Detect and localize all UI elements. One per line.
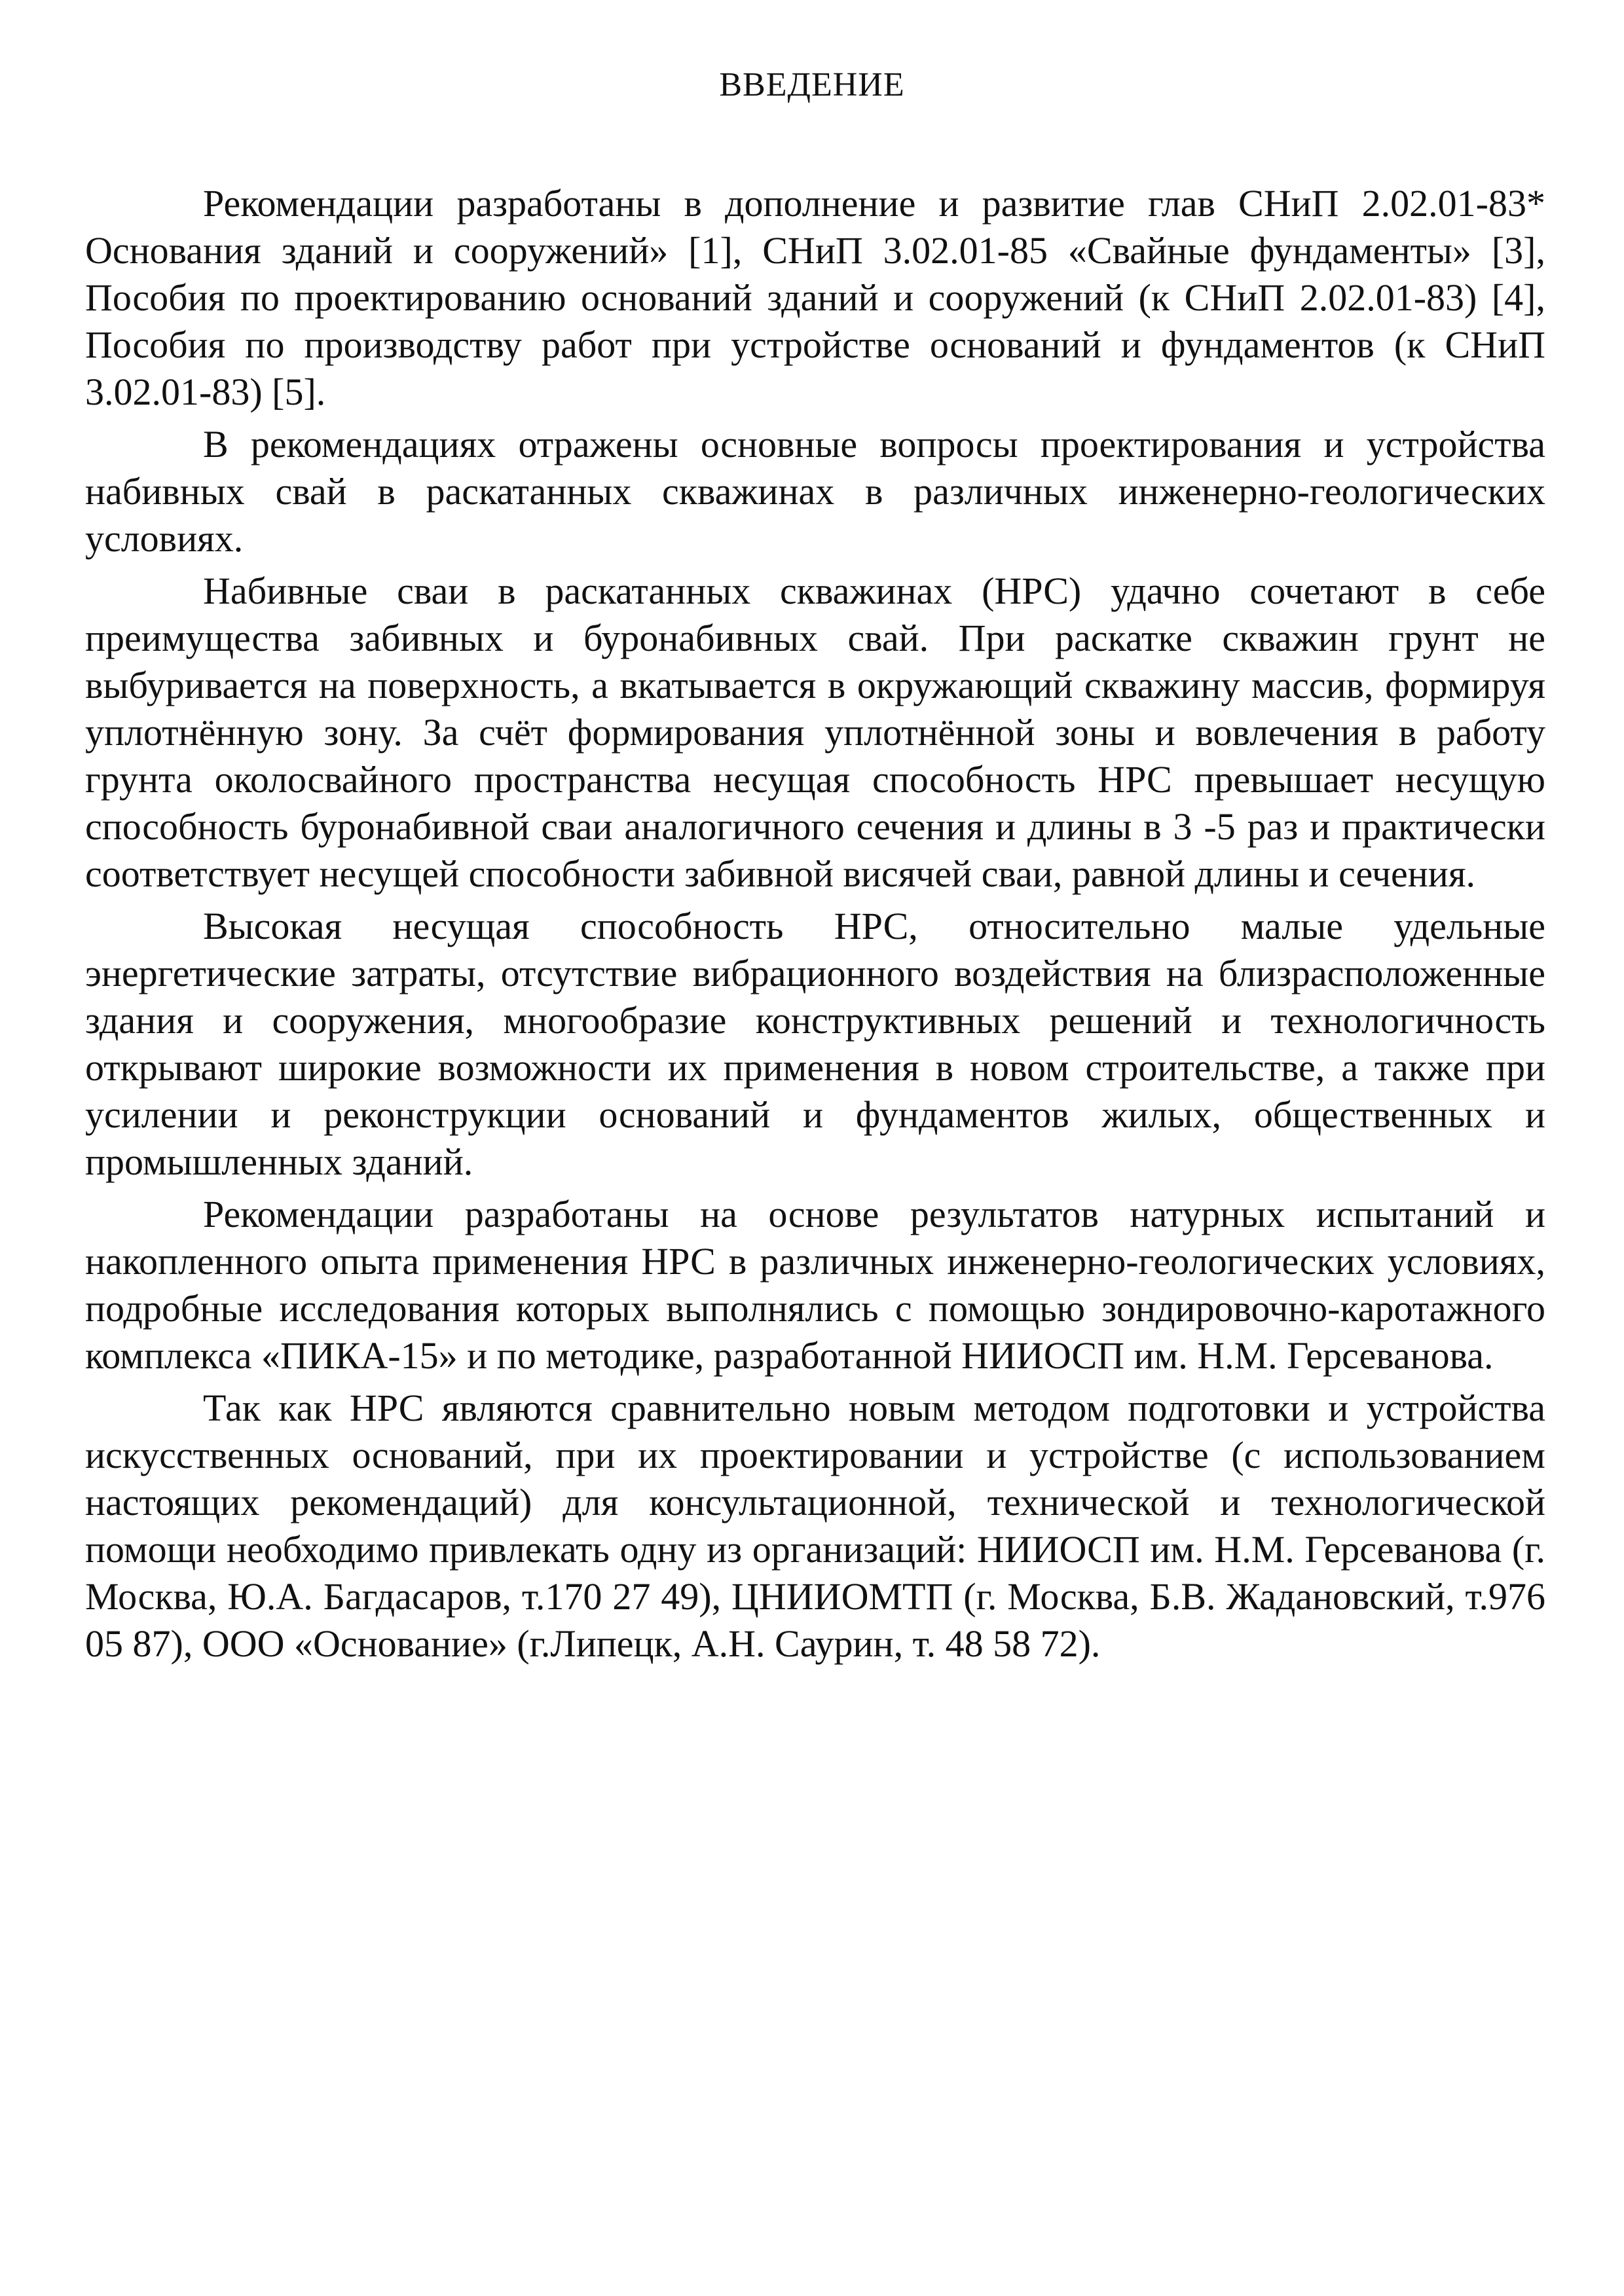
document-body — [85, 180, 1545, 1673]
paragraph-intro: Рекомендации разработаны в дополнение и развитие глав СНиП 2.02.01-83* Основания зданий и сооружений» [1], СНиП 3.02.01-85 «Свайные фундаменты» [3], Пособия по проектированию оснований зданий и сооружений (к СНиП 2.02.01-83) [4], Пособия по производству работ при устройстве оснований и фундаментов (к СНиП 3.02.01-83) [5]. — [85, 182, 1545, 413]
paragraph-scope: В рекомендациях отражены основные вопросы проектирования и устройства набивных свай в раскатанных скважинах в различных инженерно-геологических условиях. — [85, 423, 1545, 560]
paragraph-applications: Высокая несущая способность НРС, относительно малые удельные энергетические затраты, отсутствие вибрационного воздействия на близрасположенные здания и сооружения, многообразие конструктивных решений и технологичность открывают широкие возможности их применения в новом строительстве, а также при усилении и реконструкции оснований и фундаментов жилых, общественных и промышленных зданий. — [85, 905, 1545, 1183]
paragraph-basis: Рекомендации разработаны на основе результатов натурных испытаний и накопленного опыта применения НРС в различных инженерно-геологических условиях, подробные исследования которых выполнялись с помощью зондировочно-каротажного комплекса «ПИКА-15» и по методике, разработанной НИИОСП им. Н.М. Герсеванова. — [85, 1193, 1545, 1377]
page-title: ВВЕДЕНИЕ — [719, 66, 905, 103]
paragraph-advantages: Набивные сваи в раскатанных скважинах (НРС) удачно сочетают в себе преимущества забивных и буронабивных свай. При раскатке скважин грунт не выбуривается на поверхность, а вкатывается в окружающий скважину массив, формируя уплотнённую зону. За счёт формирования уплотнённой зоны и вовлечения в работу грунта околосвайного пространства несущая способность НРС превышает несущую способность буронабивной сваи аналогичного сечения и длины в 3 -5 раз и практически соответствует несущей способности забивной висячей сваи, равной длины и сечения. — [85, 570, 1545, 895]
paragraph-contacts: Так как НРС являются сравнительно новым методом подготовки и устройства искусственных оснований, при их проектировании и устройстве (с использованием настоящих рекомендаций) для консультационной, технической и технологической помощи необходимо привлекать одну из организаций: НИИОСП им. Н.М. Герсеванова (г. Москва, Ю.А. Багдасаров, т.170 27 49), ЦНИИОМТП (г. Москва, Б.В. Жадановский, т.976 05 87), ООО «Основание» (г.Липецк, А.Н. Саурин, т. 48 58 72). — [85, 1387, 1545, 1665]
